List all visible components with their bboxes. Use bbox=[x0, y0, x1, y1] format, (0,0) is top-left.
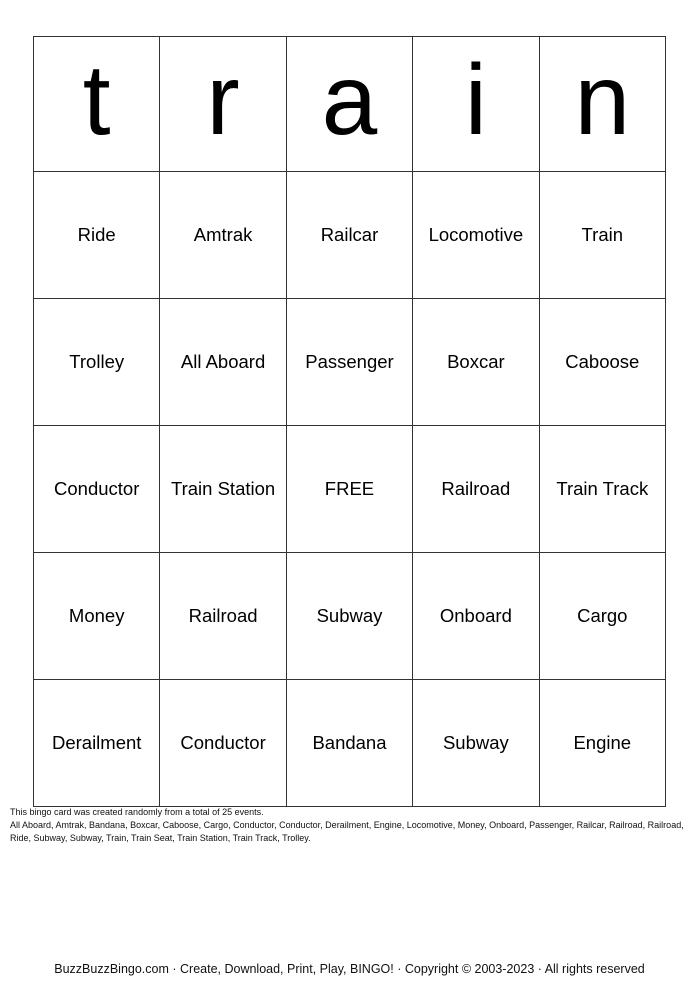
card-cell: Ride bbox=[34, 172, 160, 299]
card-cell: Money bbox=[34, 553, 160, 680]
card-cell: Railroad bbox=[160, 553, 286, 680]
card-cell: Boxcar bbox=[413, 299, 539, 426]
card-cell: Conductor bbox=[34, 426, 160, 553]
header-letter: r bbox=[160, 37, 286, 172]
card-cell: Railroad bbox=[413, 426, 539, 553]
notes-event-list: All Aboard, Amtrak, Bandana, Boxcar, Caboose, Cargo, Conductor, Conductor, Derailment, Engine, Locomotive, Money, Onboard, Passenger, Railcar, Railroad, Railroad, Ride, Subway, Subway, Train, Train Seat, Train Station, Train Track, Trolley. bbox=[10, 820, 684, 843]
card-cell: Engine bbox=[539, 680, 665, 807]
header-letter: t bbox=[34, 37, 160, 172]
card-cell: Bandana bbox=[286, 680, 412, 807]
notes-summary: This bingo card was created randomly from a total of 25 events. bbox=[10, 807, 264, 817]
bingo-card bbox=[33, 36, 666, 807]
site-link[interactable]: BuzzBuzzBingo.com bbox=[54, 962, 169, 976]
card-row bbox=[34, 553, 666, 680]
card-cell: Trolley bbox=[34, 299, 160, 426]
header-row bbox=[34, 37, 666, 172]
free-space-cell: FREE bbox=[286, 426, 412, 553]
card-cell: Amtrak bbox=[160, 172, 286, 299]
card-cell: All Aboard bbox=[160, 299, 286, 426]
card-row bbox=[34, 680, 666, 807]
card-cell: Train bbox=[539, 172, 665, 299]
card-notes bbox=[10, 806, 692, 845]
card-row bbox=[34, 299, 666, 426]
footer-tagline: · Create, Download, Print, Play, BINGO! · Copyright © 2003-2023 · All rights reserved bbox=[168, 962, 645, 976]
card-cell: Passenger bbox=[286, 299, 412, 426]
card-row bbox=[34, 172, 666, 299]
header-letter: i bbox=[413, 37, 539, 172]
card-cell: Railcar bbox=[286, 172, 412, 299]
card-cell: Cargo bbox=[539, 553, 665, 680]
card-cell: Conductor bbox=[160, 680, 286, 807]
card-cell: Locomotive bbox=[413, 172, 539, 299]
card-cell: Caboose bbox=[539, 299, 665, 426]
card-cell: Onboard bbox=[413, 553, 539, 680]
card-cell: Train Station bbox=[160, 426, 286, 553]
card-cell: Subway bbox=[413, 680, 539, 807]
header-letter: n bbox=[539, 37, 665, 172]
footer bbox=[0, 962, 699, 976]
header-letter: a bbox=[286, 37, 412, 172]
card-cell: Subway bbox=[286, 553, 412, 680]
card-row bbox=[34, 426, 666, 553]
card-cell: Train Track bbox=[539, 426, 665, 553]
card-cell: Derailment bbox=[34, 680, 160, 807]
